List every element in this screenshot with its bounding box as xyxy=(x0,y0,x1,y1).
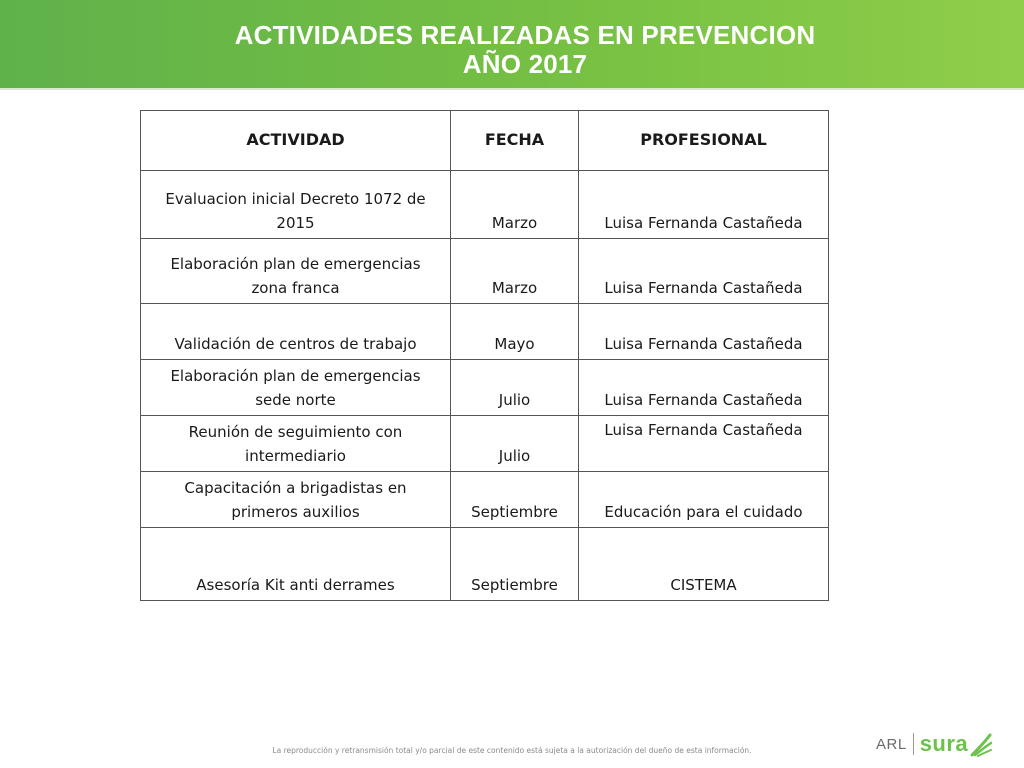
actividad-line1: Reunión de seguimiento con xyxy=(188,423,403,441)
table-row xyxy=(141,304,829,360)
cell-fecha: Mayo xyxy=(451,304,579,360)
cell-actividad xyxy=(141,472,451,528)
cell-actividad xyxy=(141,416,451,472)
table-row xyxy=(141,360,829,416)
cell-actividad xyxy=(141,239,451,304)
table-header-row xyxy=(141,111,829,171)
column-header-profesional: PROFESIONAL xyxy=(579,111,829,171)
table-row xyxy=(141,528,829,601)
cell-fecha: Julio xyxy=(451,416,579,472)
logo-arl-text: ARL xyxy=(876,735,907,753)
cell-actividad: Asesoría Kit anti derrames xyxy=(141,528,451,601)
actividad-line1: Capacitación a brigadistas en xyxy=(184,479,407,497)
cell-profesional: Luisa Fernanda Castañeda xyxy=(579,416,829,472)
slide-title-line1: ACTIVIDADES REALIZADAS EN PREVENCION xyxy=(234,20,816,50)
actividad-line2: zona franca xyxy=(251,279,340,297)
table-row xyxy=(141,239,829,304)
actividad-line1: Elaboración plan de emergencias xyxy=(170,255,421,273)
copyright-notice: La reproducción y retransmisión total y/o parcial de este contenido está sujeta a la autorización del dueño de esta información. xyxy=(272,746,752,755)
column-header-actividad: ACTIVIDAD xyxy=(141,111,451,171)
column-header-fecha: FECHA xyxy=(451,111,579,171)
logo-sura-text: sura xyxy=(919,731,969,756)
cell-fecha: Septiembre xyxy=(451,528,579,601)
table-row xyxy=(141,171,829,239)
actividad-line2: primeros auxilios xyxy=(231,503,360,521)
cell-fecha: Marzo xyxy=(451,239,579,304)
cell-fecha: Septiembre xyxy=(451,472,579,528)
cell-actividad xyxy=(141,171,451,239)
cell-profesional: Luisa Fernanda Castañeda xyxy=(579,304,829,360)
cell-profesional: Educación para el cuidado xyxy=(579,472,829,528)
logo-divider xyxy=(913,733,914,755)
cell-actividad xyxy=(141,360,451,416)
cell-profesional: Luisa Fernanda Castañeda xyxy=(579,171,829,239)
cell-profesional: CISTEMA xyxy=(579,528,829,601)
actividad-line2: 2015 xyxy=(276,214,315,232)
cell-profesional: Luisa Fernanda Castañeda xyxy=(579,239,829,304)
table-row xyxy=(141,416,829,472)
actividad-line1: Evaluacion inicial Decreto 1072 de xyxy=(165,190,426,208)
cell-profesional: Luisa Fernanda Castañeda xyxy=(579,360,829,416)
title-banner xyxy=(0,0,1024,90)
cell-fecha: Marzo xyxy=(451,171,579,239)
slide-title-line2: AÑO 2017 xyxy=(462,49,588,79)
activities-table xyxy=(140,110,829,601)
sura-swoosh-icon xyxy=(970,731,992,757)
actividad-line2: sede norte xyxy=(255,391,336,409)
actividad-line1: Elaboración plan de emergencias xyxy=(170,367,421,385)
arl-sura-logo xyxy=(876,728,992,760)
cell-actividad: Validación de centros de trabajo xyxy=(141,304,451,360)
actividad-line2: intermediario xyxy=(245,447,346,465)
table-row xyxy=(141,472,829,528)
cell-fecha: Julio xyxy=(451,360,579,416)
